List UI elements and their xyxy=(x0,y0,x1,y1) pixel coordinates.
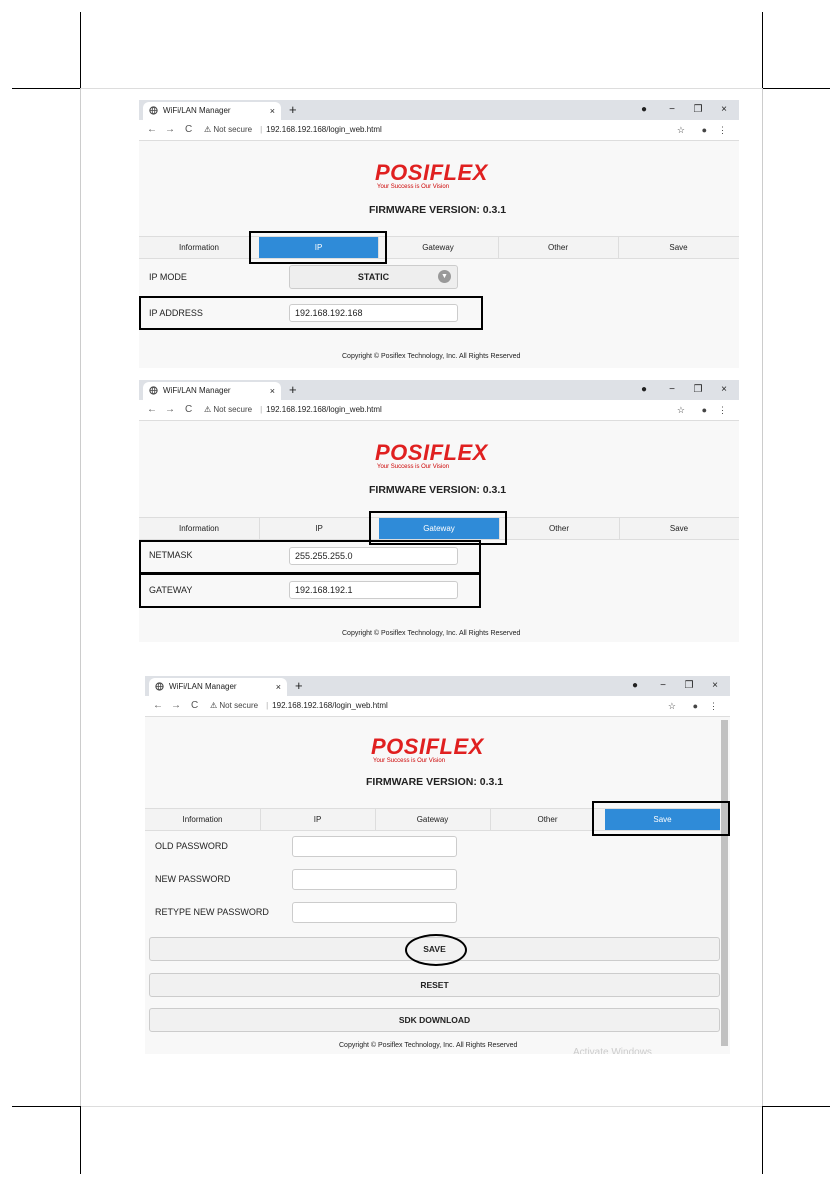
retype-password-label: RETYPE NEW PASSWORD xyxy=(155,907,269,917)
crop-mark xyxy=(762,1106,830,1107)
not-secure-label: Not secure xyxy=(213,405,253,414)
sdk-download-button[interactable]: SDK DOWNLOAD xyxy=(149,1008,720,1032)
netmask-field[interactable]: 255.255.255.0 xyxy=(289,547,458,565)
avatar-icon[interactable]: ● xyxy=(701,125,707,135)
warning-icon: ⚠ xyxy=(210,701,220,710)
url-separator: | xyxy=(266,701,269,710)
retype-password-field[interactable] xyxy=(292,902,457,923)
tab-gateway[interactable]: Gateway xyxy=(379,518,500,539)
logo-text: POSIFLEX xyxy=(375,440,488,465)
url-separator: | xyxy=(260,405,263,414)
page-border-right xyxy=(762,88,763,1106)
crop-mark xyxy=(12,1106,80,1107)
globe-icon xyxy=(149,386,158,395)
tab-save[interactable]: Save xyxy=(605,809,720,830)
browser-tab[interactable] xyxy=(143,382,281,400)
browser-tabbar xyxy=(139,100,739,120)
logo-tagline: Your Success is Our Vision xyxy=(373,758,446,764)
reload-icon[interactable]: C xyxy=(185,124,193,135)
address-bar xyxy=(139,120,739,141)
tab-gateway[interactable]: Gateway xyxy=(375,809,491,830)
page-border-bottom xyxy=(81,1106,762,1107)
browser-tab[interactable] xyxy=(149,678,287,696)
crop-mark xyxy=(80,12,81,88)
logo-tagline: Your Success is Our Vision xyxy=(377,184,450,190)
ip-mode-select[interactable] xyxy=(289,265,458,289)
ip-mode-value: STATIC xyxy=(357,272,390,282)
tab-save[interactable]: Save xyxy=(669,243,688,252)
crop-mark xyxy=(762,1106,763,1174)
menu-icon[interactable]: ⋮ xyxy=(709,701,718,711)
gateway-field[interactable]: 192.168.192.1 xyxy=(289,581,458,599)
not-secure-label: Not secure xyxy=(213,125,253,134)
new-tab-button[interactable]: + xyxy=(295,678,303,693)
tab-close-icon[interactable]: × xyxy=(269,386,275,396)
menu-icon[interactable]: ⋮ xyxy=(718,125,727,135)
tab-title: WiFi/LAN Manager xyxy=(163,106,231,115)
new-password-label: NEW PASSWORD xyxy=(155,874,231,884)
restore-button[interactable]: ❐ xyxy=(693,104,703,115)
new-tab-button[interactable]: + xyxy=(289,102,297,117)
ip-mode-label: IP MODE xyxy=(149,272,187,282)
url-separator: | xyxy=(260,125,263,134)
back-icon[interactable]: ← xyxy=(153,700,163,711)
gateway-label: GATEWAY xyxy=(149,585,193,595)
logo-text: POSIFLEX xyxy=(375,160,488,185)
restore-button[interactable]: ❐ xyxy=(693,384,703,395)
tab-title: WiFi/LAN Manager xyxy=(169,682,237,691)
logo-tagline: Your Success is Our Vision xyxy=(377,464,450,470)
avatar-icon[interactable]: ● xyxy=(692,701,698,711)
url-text: 192.168.192.168/login_web.html xyxy=(266,125,382,134)
firmware-version: FIRMWARE VERSION: 0.3.1 xyxy=(369,484,507,496)
crop-mark xyxy=(762,88,830,89)
tab-information[interactable]: Information xyxy=(145,809,261,830)
forward-icon[interactable]: → xyxy=(165,404,175,415)
copyright-text: Copyright © Posiflex Technology, Inc. All Rights Reserved xyxy=(339,1042,518,1049)
globe-icon xyxy=(155,682,164,691)
url-field[interactable] xyxy=(210,696,388,716)
tab-information[interactable]: Information xyxy=(139,237,260,258)
highlight-gateway xyxy=(139,573,481,608)
globe-icon xyxy=(149,106,158,115)
tab-ip[interactable]: IP xyxy=(259,518,380,539)
forward-icon[interactable]: → xyxy=(171,700,181,711)
profile-icon[interactable]: ● xyxy=(640,104,648,115)
crop-mark xyxy=(80,1106,81,1174)
url-text: 192.168.192.168/login_web.html xyxy=(272,701,388,710)
tab-save[interactable]: Save xyxy=(669,524,689,533)
activate-windows-watermark: Activate Windows xyxy=(573,1047,652,1054)
menu-icon[interactable]: ⋮ xyxy=(718,405,727,415)
chevron-down-icon: ▼ xyxy=(438,270,451,283)
copyright-text: Copyright © Posiflex Technology, Inc. All Rights Reserved xyxy=(342,353,521,360)
minimize-button[interactable]: − xyxy=(660,680,666,691)
avatar-icon[interactable]: ● xyxy=(701,405,707,415)
not-secure-label: Not secure xyxy=(219,701,259,710)
save-button[interactable]: SAVE xyxy=(149,937,720,961)
crop-mark xyxy=(12,88,80,89)
close-window-button[interactable]: × xyxy=(721,104,727,115)
firmware-version: FIRMWARE VERSION: 0.3.1 xyxy=(369,204,507,216)
screenshot-save xyxy=(145,676,730,1054)
profile-icon[interactable]: ● xyxy=(631,680,639,691)
posiflex-logo xyxy=(371,736,503,766)
page-border-top xyxy=(81,88,762,89)
highlight-save-tab xyxy=(592,801,730,836)
new-password-field[interactable] xyxy=(292,869,457,890)
tab-ip[interactable]: IP xyxy=(260,809,376,830)
minimize-button[interactable]: − xyxy=(669,104,675,115)
firmware-version: FIRMWARE VERSION: 0.3.1 xyxy=(366,776,504,788)
browser-tabbar xyxy=(145,676,730,696)
tab-information[interactable]: Information xyxy=(139,518,260,539)
back-icon[interactable]: ← xyxy=(147,404,157,415)
tab-other[interactable]: Other xyxy=(490,809,606,830)
netmask-label: NETMASK xyxy=(149,550,193,560)
tab-gateway[interactable]: Gateway xyxy=(378,237,499,258)
url-field[interactable] xyxy=(204,120,382,140)
browser-tab[interactable] xyxy=(143,102,281,120)
warning-icon: ⚠ xyxy=(204,125,214,134)
address-bar xyxy=(145,696,730,717)
reload-icon[interactable]: C xyxy=(191,700,199,711)
browser-tabbar xyxy=(139,380,739,400)
reload-icon[interactable]: C xyxy=(185,404,193,415)
old-password-label: OLD PASSWORD xyxy=(155,841,228,851)
minimize-button[interactable]: − xyxy=(669,384,675,395)
reset-button[interactable]: RESET xyxy=(149,973,720,997)
posiflex-logo xyxy=(375,442,507,472)
tab-close-icon[interactable]: × xyxy=(269,106,275,116)
crop-mark xyxy=(762,12,763,88)
highlight-save-button xyxy=(405,934,467,966)
logo-text: POSIFLEX xyxy=(371,734,484,759)
back-icon[interactable]: ← xyxy=(147,124,157,135)
profile-icon[interactable]: ● xyxy=(640,384,648,395)
old-password-field[interactable] xyxy=(292,836,457,857)
posiflex-logo xyxy=(375,162,507,192)
url-text: 192.168.192.168/login_web.html xyxy=(266,405,382,414)
warning-icon: ⚠ xyxy=(204,405,214,414)
copyright-text: Copyright © Posiflex Technology, Inc. All Rights Reserved xyxy=(342,630,521,637)
scrollbar[interactable] xyxy=(721,720,728,1046)
url-field[interactable] xyxy=(204,400,382,420)
star-icon[interactable]: ☆ xyxy=(667,701,676,711)
forward-icon[interactable]: → xyxy=(165,124,175,135)
new-tab-button[interactable]: + xyxy=(289,382,297,397)
tab-close-icon[interactable]: × xyxy=(275,682,281,692)
ip-address-field[interactable]: 192.168.192.168 xyxy=(289,304,458,322)
tab-other[interactable]: Other xyxy=(498,237,619,258)
close-window-button[interactable]: × xyxy=(721,384,727,395)
ip-address-label: IP ADDRESS xyxy=(149,308,203,318)
address-bar xyxy=(139,400,739,421)
restore-button[interactable]: ❐ xyxy=(684,680,694,691)
star-icon[interactable]: ☆ xyxy=(676,125,685,135)
page-border-left xyxy=(80,88,81,1106)
nav-tabs xyxy=(139,236,739,259)
highlight-ip-address xyxy=(139,296,483,330)
tab-other[interactable]: Other xyxy=(499,518,620,539)
close-window-button[interactable]: × xyxy=(712,680,718,691)
highlight-netmask xyxy=(139,540,481,574)
highlight-ip-tab xyxy=(249,231,387,264)
tab-title: WiFi/LAN Manager xyxy=(163,386,231,395)
tab-ip[interactable]: IP xyxy=(259,237,379,258)
star-icon[interactable]: ☆ xyxy=(676,405,685,415)
